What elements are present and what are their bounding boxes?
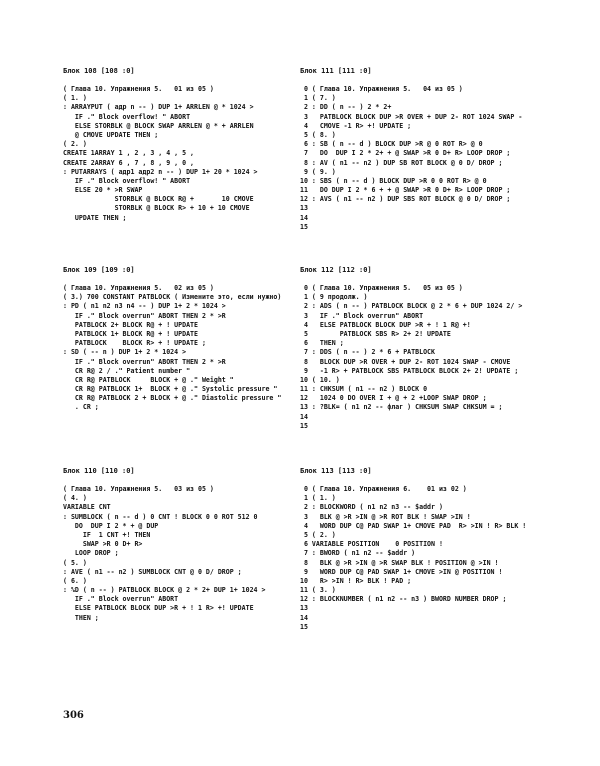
code-line: 10 : SBS ( n -- d ) BLOCK DUP >R 0 0 ROT R> @ 0 (300, 176, 487, 185)
code-line: ELSE STORBLK @ BLOCK SWAP ARRLEN @ * + ARRLEN (63, 121, 254, 130)
code-line: 11 ( 3. ) (300, 586, 336, 595)
code-line: VARIABLE CNT (63, 503, 111, 512)
code-line: STORBLK @ BLOCK R> + 10 + 10 CMOVE (63, 204, 250, 213)
code-line: 6 : SB ( n -- d ) BLOCK DUP >R @ 0 ROT R> @ 0 (300, 140, 483, 149)
code-line: 14 (300, 213, 308, 222)
code-line: 1 ( 7. ) (300, 94, 336, 103)
code-line: : SD ( -- n ) DUP 1+ 2 * 1024 > (63, 348, 187, 357)
code-line: 5 PATBLOCK SBS R> 2+ 2! UPDATE (300, 329, 451, 338)
code-line: 7 : DDS ( n -- ) 2 * 6 + PATBLOCK (300, 348, 435, 357)
code-line: : PUTARRAYS ( адр1 адр2 n -- ) DUP 1+ 20 * 1024 > (63, 167, 258, 176)
code-line: IF ." Block overflow! " ABORT (63, 176, 191, 185)
code-line: IF 1 CNT +! THEN (63, 530, 151, 539)
code-line: 13 (300, 604, 308, 613)
code-line: ( 5. ) (63, 558, 87, 567)
code-line: @ CMOVE UPDATE THEN ; (63, 130, 159, 139)
block-title: Блок 108 [108 :0] (63, 67, 135, 75)
code-line: 7 : BWORD ( n1 n2 -- $addr ) (300, 549, 416, 558)
code-line: 4 WORD DUP C@ PAD SWAP 1+ CMOVE PAD R> >IN ! R> BLK ! (300, 521, 527, 530)
code-line: 8 : AV ( n1 -- n2 ) DUP SB ROT BLOCK @ 0 D/ DROP ; (300, 158, 503, 167)
code-line: : PD ( n1 n2 n3 n4 -- ) DUP 1+ 2 * 1024 > (63, 302, 226, 311)
code-line: 15 (300, 222, 308, 231)
code-line: 1 ( 1. ) (300, 494, 336, 503)
code-line: PATBLOCK 2+ BLOCK R@ + ! UPDATE (63, 320, 198, 329)
code-line: 14 (300, 412, 308, 421)
code-line: 11 DO DUP I 2 * 6 + + @ SWAP >R 0 D+ R> LOOP DROP ; (300, 186, 511, 195)
code-line: PATBLOCK 1+ BLOCK R@ + ! UPDATE (63, 329, 198, 338)
code-line: 2 : ADS ( n -- ) PATBLOCK BLOCK @ 2 * 6 + DUP 1024 2/ > (300, 302, 523, 311)
code-line: 12 : BLOCKNUMBER ( n1 n2 -- n3 ) BWORD NUMBER DROP ; (300, 595, 507, 604)
code-line: 0 ( Глава 10. Упражнения 5. 05 из 05 ) (300, 284, 463, 292)
code-line: 0 ( Глава 10. Упражнения 5. 04 из 05 ) (300, 85, 463, 93)
code-line: 15 (300, 622, 308, 631)
code-line: 0 ( Глава 10. Упражнения 6. 01 из 02 ) (300, 485, 467, 493)
code-line: 3 BLK @ >R >IN @ >R ROT BLK ! SWAP >IN ! (300, 512, 471, 521)
code-line: PATBLOCK BLOCK R> + ! UPDATE ; (63, 339, 206, 348)
block-title: Блок 109 [109 :0] (63, 266, 135, 274)
block-111 (300, 66, 592, 232)
code-line: CR R@ 2 / ." Patient number " (63, 366, 191, 375)
code-line: THEN ; (63, 613, 99, 622)
code-line: 11 : CHKSUM ( n1 -- n2 ) BLOCK 0 (300, 385, 428, 394)
code-line: CREATE 1ARRAY 1 , 2 , 3 , 4 , 5 , (63, 149, 195, 158)
code-line: UPDATE THEN ; (63, 213, 127, 222)
code-line: 8 BLK @ >R >IN @ >R SWAP BLK ! POSITION @ >IN ! (300, 558, 499, 567)
code-line: 2 : DD ( n -- ) 2 * 2+ (300, 103, 392, 112)
code-line: 4 CMOVE -1 R> +! UPDATE ; (300, 121, 412, 130)
code-line: 10 ( 10. ) (300, 375, 340, 384)
block-title: Блок 110 [110 :0] (63, 467, 135, 475)
block-title: Блок 111 [111 :0] (300, 67, 372, 75)
code-line: : ARRAYPUT ( адр n -- ) DUP 1+ ARRLEN @ * 1024 > (63, 103, 254, 112)
code-line: 7 DO DUP I 2 * 2+ + @ SWAP >R 0 D+ R> LOOP DROP ; (300, 149, 511, 158)
code-line: ( 6. ) (63, 576, 87, 585)
code-line: ( 2. ) (63, 140, 87, 149)
code-line: : AVE ( n1 -- n2 ) SUMBLOCK CNT @ 0 D/ DROP ; (63, 567, 242, 576)
page-number: 306 (63, 710, 84, 721)
code-line: 6 VARIABLE POSITION 0 POSITION ! (300, 540, 443, 549)
code-line: LOOP DROP ; (63, 549, 119, 558)
code-line: 9 WORD DUP C@ PAD SWAP 1+ CMOVE >IN @ POSITION ! (300, 567, 503, 576)
code-line: IF ." Block overrun" ABORT THEN 2 * >R (63, 311, 226, 320)
code-line: 2 : BLOCKWORD ( n1 n2 n3 -- $addr ) (300, 503, 443, 512)
code-line: SWAP >R 0 D+ R> (63, 540, 143, 549)
code-line: ( 1. ) (63, 94, 87, 103)
block-113 (300, 466, 592, 632)
code-line: 14 (300, 613, 308, 622)
code-line: 13 (300, 204, 308, 213)
code-line: ELSE 20 * >R SWAP (63, 186, 143, 195)
code-line: 12 : AVS ( n1 -- n2 ) DUP SBS ROT BLOCK @ 0 D/ DROP ; (300, 195, 511, 204)
code-line: 6 THEN ; (300, 339, 344, 348)
block-112 (300, 265, 592, 431)
code-line: CR R@ PATBLOCK 1+ BLOCK + @ ." Systolic pressure " (63, 385, 278, 394)
code-line: ( Глава 10. Упражнения 5. 03 из 05 ) (63, 485, 214, 493)
code-line: 8 BLOCK DUP >R OVER + DUP 2- ROT 1024 SWAP - CMOVE (300, 357, 511, 366)
code-line: 5 ( 2. ) (300, 530, 336, 539)
code-line: ( 3.) 700 CONSTANT PATBLOCK ( Измените это, если нужно) (63, 293, 282, 302)
code-line: IF ." Block overrun" ABORT (63, 595, 179, 604)
code-line: 9 ( 9. ) (300, 167, 336, 176)
code-line: IF ." Block overrun" ABORT THEN 2 * >R (63, 357, 226, 366)
code-line: CREATE 2ARRAY 6 , 7 , 8 , 9 , 0 , (63, 158, 195, 167)
code-line: ( Глава 10. Упражнения 5. 02 из 05 ) (63, 284, 214, 292)
code-line: CR R@ PATBLOCK BLOCK + @ ." Weight " (63, 375, 234, 384)
code-line: ELSE PATBLOCK BLOCK DUP >R + ! 1 R> +! UPDATE (63, 604, 254, 613)
code-line: 5 ( 8. ) (300, 130, 336, 139)
code-line: 9 -1 R> + PATBLOCK SBS PATBLOCK BLOCK 2+ 2! UPDATE ; (300, 366, 519, 375)
code-line: . CR ; (63, 403, 99, 412)
code-line: 3 IF ." Block overrun" ABORT (300, 311, 424, 320)
code-line: 15 (300, 421, 308, 430)
code-line: : %D ( n -- ) PATBLOCK BLOCK @ 2 * 2+ DUP 1+ 1024 > (63, 586, 266, 595)
block-title: Блок 113 [113 :0] (300, 467, 372, 475)
code-line: 3 PATBLOCK BLOCK DUP >R OVER + DUP 2- ROT 1024 SWAP - (300, 112, 523, 121)
code-line: 1 ( 9 продолж. ) (300, 293, 368, 302)
code-line: : SUMBLOCK ( n -- d ) 0 CNT ! BLOCK 0 0 ROT 512 0 (63, 512, 258, 521)
code-line: STORBLK @ BLOCK R@ + 10 CMOVE (63, 195, 254, 204)
code-line: 13 : ?BLK= ( n1 n2 -- флаг ) CHKSUM SWAP CHKSUM = ; (300, 403, 503, 412)
code-line: IF ." Block overflow! " ABORT (63, 112, 191, 121)
block-title: Блок 112 [112 :0] (300, 266, 372, 274)
code-line: ( 4. ) (63, 494, 87, 503)
code-line: 4 ELSE PATBLOCK BLOCK DUP >R + ! 1 R@ +! (300, 320, 471, 329)
code-line: 10 R> >IN ! R> BLK ! PAD ; (300, 576, 412, 585)
code-line: DO DUP I 2 * + @ DUP (63, 521, 159, 530)
code-line: 12 1024 0 DO OVER I + @ + 2 +LOOP SWAP DROP ; (300, 394, 487, 403)
code-line: CR R@ PATBLOCK 2 + BLOCK + @ ." Diastolic pressure " (63, 394, 282, 403)
code-line: ( Глава 10. Упражнения 5. 01 из 05 ) (63, 85, 214, 93)
